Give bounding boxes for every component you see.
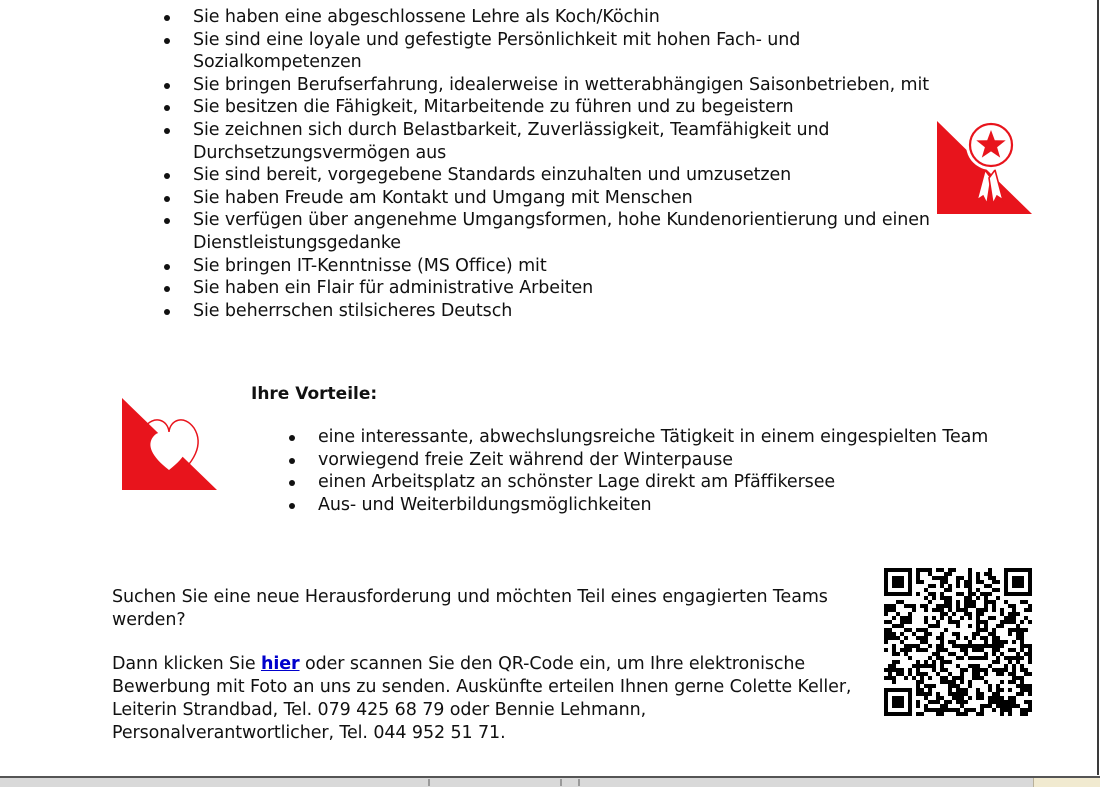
list-item <box>193 277 953 300</box>
bullet-icon <box>289 458 295 464</box>
list-item <box>193 6 953 29</box>
bullet-icon <box>164 38 170 44</box>
award-ribbon-icon <box>937 118 1033 216</box>
requirements-list <box>193 6 953 322</box>
list-item <box>318 471 1038 494</box>
bullet-icon <box>164 264 170 270</box>
bullet-icon <box>164 173 170 179</box>
list-item <box>193 209 953 254</box>
bullet-icon <box>289 503 295 509</box>
list-item <box>193 255 953 278</box>
list-item-text: Sie zeichnen sich durch Belastbarkeit, Zuverlässigkeit, Teamfähigkeit und Durchsetzungsvermögen aus <box>193 119 830 163</box>
list-item-text: eine interessante, abwechslungsreiche Tätigkeit in einem eingespielten Team <box>318 427 989 447</box>
list-item-text: Sie besitzen die Fähigkeit, Mitarbeitende zu führen und zu begeistern <box>193 97 794 118</box>
apply-link[interactable]: hier <box>260 654 300 674</box>
scroll-tick <box>578 779 580 786</box>
list-item-text: Sie haben eine abgeschlossene Lehre als Koch/Köchin <box>193 7 660 27</box>
bullet-icon <box>164 105 170 111</box>
window-bottom-bar <box>0 776 1100 787</box>
list-item <box>193 96 953 119</box>
list-item <box>193 29 953 74</box>
list-item <box>193 187 953 210</box>
bullet-icon <box>164 15 170 21</box>
heart-icon <box>122 396 218 491</box>
bullet-icon <box>164 218 170 224</box>
bullet-icon <box>164 196 170 202</box>
list-item <box>318 449 1038 472</box>
list-item-text: Sie sind bereit, vorgegebene Standards einzuhalten und umzusetzen <box>193 165 792 186</box>
list-item <box>318 494 1038 517</box>
list-item <box>193 74 953 97</box>
bullet-icon <box>164 286 170 292</box>
list-item <box>193 300 953 323</box>
scroll-tick <box>560 779 562 786</box>
scroll-tick <box>428 779 430 786</box>
list-item-text: Sie beherrschen stilsicheres Deutsch <box>193 300 513 321</box>
apply-text-suffix: oder scannen Sie den QR-Code ein, um Ihre elektronische Bewerbung mit Foto an uns zu senden. Auskünfte erteilen Ihnen gerne Colette Keller, Leiterin Strandbad, Tel. 079 425 68 79 oder Bennie Lehmann, Personalverantwortlicher, Tel. 044 952 51 71. <box>112 654 852 743</box>
benefits-list <box>318 426 1038 516</box>
list-item <box>193 119 953 164</box>
qr-code-icon[interactable] <box>884 568 1032 716</box>
list-item-text: Aus- und Weiterbildungsmöglichkeiten <box>318 494 652 515</box>
list-item-text: einen Arbeitsplatz an schönster Lage direkt am Pfäffikersee <box>318 472 836 493</box>
list-item-text: Sie sind eine loyale und gefestigte Persönlichkeit mit hohen Fach- und Sozialkompetenzen <box>193 29 801 73</box>
bullet-icon <box>164 309 170 315</box>
list-item-text: Sie haben ein Flair für administrative Arbeiten <box>193 278 594 299</box>
list-item-text: Sie bringen IT-Kenntnisse (MS Office) mit <box>193 255 547 276</box>
list-item-text: Sie bringen Berufserfahrung, idealerweise in wetterabhängigen Saisonbetrieben, mit <box>193 74 929 95</box>
apply-text-prefix: Dann klicken Sie <box>112 654 261 674</box>
list-item <box>318 426 1038 449</box>
closing-question: Suchen Sie eine neue Herausforderung und möchten Teil eines engagierten Teams werden? <box>112 587 828 630</box>
list-item-text: vorwiegend freie Zeit während der Winterpause <box>318 449 733 470</box>
list-item-text: Sie verfügen über angenehme Umgangsformen, hohe Kundenorientierung und einen Dienstleistungsgedanke <box>193 210 930 253</box>
bullet-icon <box>289 480 295 486</box>
closing-contact <box>112 653 872 745</box>
list-item <box>193 164 953 187</box>
bullet-icon <box>289 435 295 441</box>
bullet-icon <box>164 128 170 134</box>
list-item-text: Sie haben Freude am Kontakt und Umgang mit Menschen <box>193 187 693 208</box>
resize-corner[interactable] <box>1033 778 1100 787</box>
benefits-heading: Ihre Vorteile: <box>251 384 378 404</box>
bullet-icon <box>164 83 170 89</box>
